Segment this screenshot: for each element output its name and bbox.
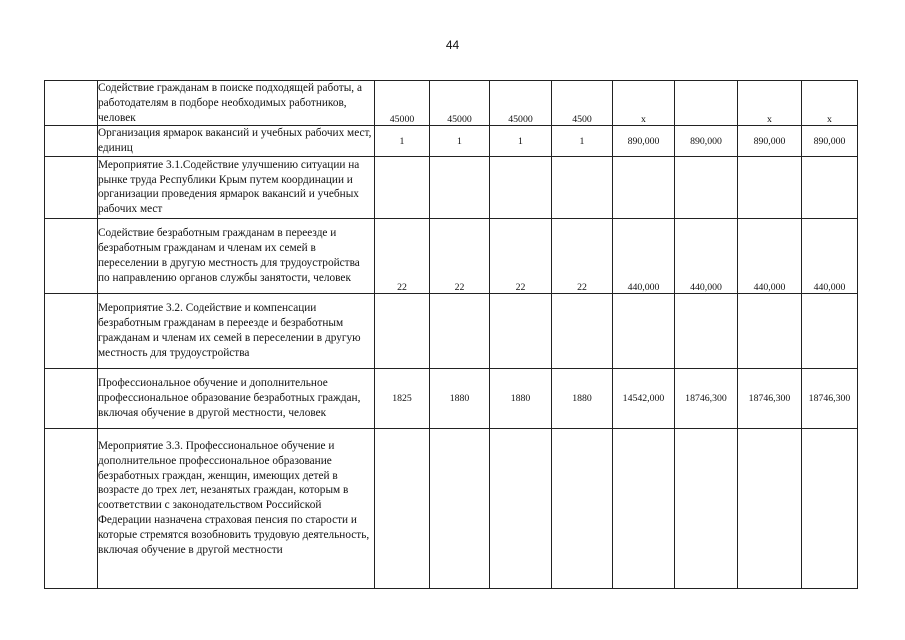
value-cell <box>490 293 552 368</box>
value-cell: 45000 <box>430 81 490 126</box>
value-cell: 1880 <box>552 368 613 428</box>
row-description: Содействие безработным гражданам в переезде и безработным гражданам и членам их семей в переселении в другую местность для трудоустройства по направлению органов службы занятости, человек <box>98 218 375 293</box>
value-cell <box>613 428 675 588</box>
value-cell <box>375 293 430 368</box>
row-description: Организация ярмарок вакансий и учебных рабочих мест, единиц <box>98 126 375 157</box>
value-cell <box>675 81 738 126</box>
value-cell <box>430 428 490 588</box>
value-cell: x <box>613 81 675 126</box>
value-cell <box>802 428 858 588</box>
value-cell: 45000 <box>490 81 552 126</box>
value-cell: 890,000 <box>675 126 738 157</box>
value-cell <box>613 156 675 218</box>
table-row <box>45 293 858 368</box>
value-cell <box>490 156 552 218</box>
table-row <box>45 126 858 157</box>
table-row <box>45 368 858 428</box>
value-cell: 1 <box>375 126 430 157</box>
value-cell <box>675 428 738 588</box>
value-cell: 4500 <box>552 81 613 126</box>
value-cell: 14542,000 <box>613 368 675 428</box>
value-cell: x <box>802 81 858 126</box>
value-cell: 22 <box>430 218 490 293</box>
row-description: Мероприятие 3.1.Содействие улучшению ситуации на рынке труда Республики Крым путем координации и организации проведения ярмарок вакансий и учебных рабочих мест <box>98 156 375 218</box>
value-cell: 18746,300 <box>738 368 802 428</box>
value-cell: 890,000 <box>802 126 858 157</box>
value-cell: 1 <box>430 126 490 157</box>
value-cell: x <box>738 81 802 126</box>
value-cell: 440,000 <box>802 218 858 293</box>
row-description: Профессиональное обучение и дополнительное профессиональное образование безработных граждан, включая обучение в другой местности, человек <box>98 368 375 428</box>
value-cell: 440,000 <box>613 218 675 293</box>
table-row <box>45 156 858 218</box>
value-cell: 22 <box>375 218 430 293</box>
row-index-cell <box>45 218 98 293</box>
value-cell: 22 <box>490 218 552 293</box>
value-cell <box>738 293 802 368</box>
value-cell <box>375 156 430 218</box>
value-cell: 1880 <box>490 368 552 428</box>
value-cell <box>552 293 613 368</box>
table-row <box>45 218 858 293</box>
row-description: Содействие гражданам в поиске подходящей работы, а работодателям в подборе необходимых работников, человек <box>98 81 375 126</box>
value-cell: 1825 <box>375 368 430 428</box>
value-cell: 18746,300 <box>675 368 738 428</box>
value-cell: 45000 <box>375 81 430 126</box>
value-cell: 18746,300 <box>802 368 858 428</box>
value-cell: 1 <box>552 126 613 157</box>
value-cell <box>430 293 490 368</box>
value-cell: 22 <box>552 218 613 293</box>
row-index-cell <box>45 293 98 368</box>
row-index-cell <box>45 126 98 157</box>
table-row <box>45 428 858 588</box>
page-number: 44 <box>445 38 460 52</box>
value-cell <box>675 293 738 368</box>
row-index-cell <box>45 156 98 218</box>
value-cell <box>613 293 675 368</box>
value-cell <box>675 156 738 218</box>
value-cell: 890,000 <box>613 126 675 157</box>
value-cell: 440,000 <box>675 218 738 293</box>
value-cell <box>552 156 613 218</box>
value-cell: 1 <box>490 126 552 157</box>
value-cell: 1880 <box>430 368 490 428</box>
row-index-cell <box>45 428 98 588</box>
row-index-cell <box>45 368 98 428</box>
value-cell: 440,000 <box>738 218 802 293</box>
table-row <box>45 81 858 126</box>
value-cell <box>738 156 802 218</box>
value-cell <box>738 428 802 588</box>
value-cell <box>375 428 430 588</box>
value-cell: 890,000 <box>738 126 802 157</box>
value-cell <box>802 156 858 218</box>
value-cell <box>802 293 858 368</box>
value-cell <box>490 428 552 588</box>
measures-table <box>44 80 858 589</box>
value-cell <box>430 156 490 218</box>
value-cell <box>552 428 613 588</box>
row-description: Мероприятие 3.3. Профессиональное обучение и дополнительное профессиональное образование безработных граждан, женщин, имеющих детей в возрасте до трех лет, незанятых граждан, которым в соответствии с законодательством Российской Федерации назначена страховая пенсия по старости и которые стремятся возобновить трудовую деятельность, включая обучение в другой местности <box>98 428 375 588</box>
row-description: Мероприятие 3.2. Содействие и компенсации безработным гражданам в переезде и безработным гражданам и членам их семей в переселении в другую местность для трудоустройства <box>98 293 375 368</box>
row-index-cell <box>45 81 98 126</box>
